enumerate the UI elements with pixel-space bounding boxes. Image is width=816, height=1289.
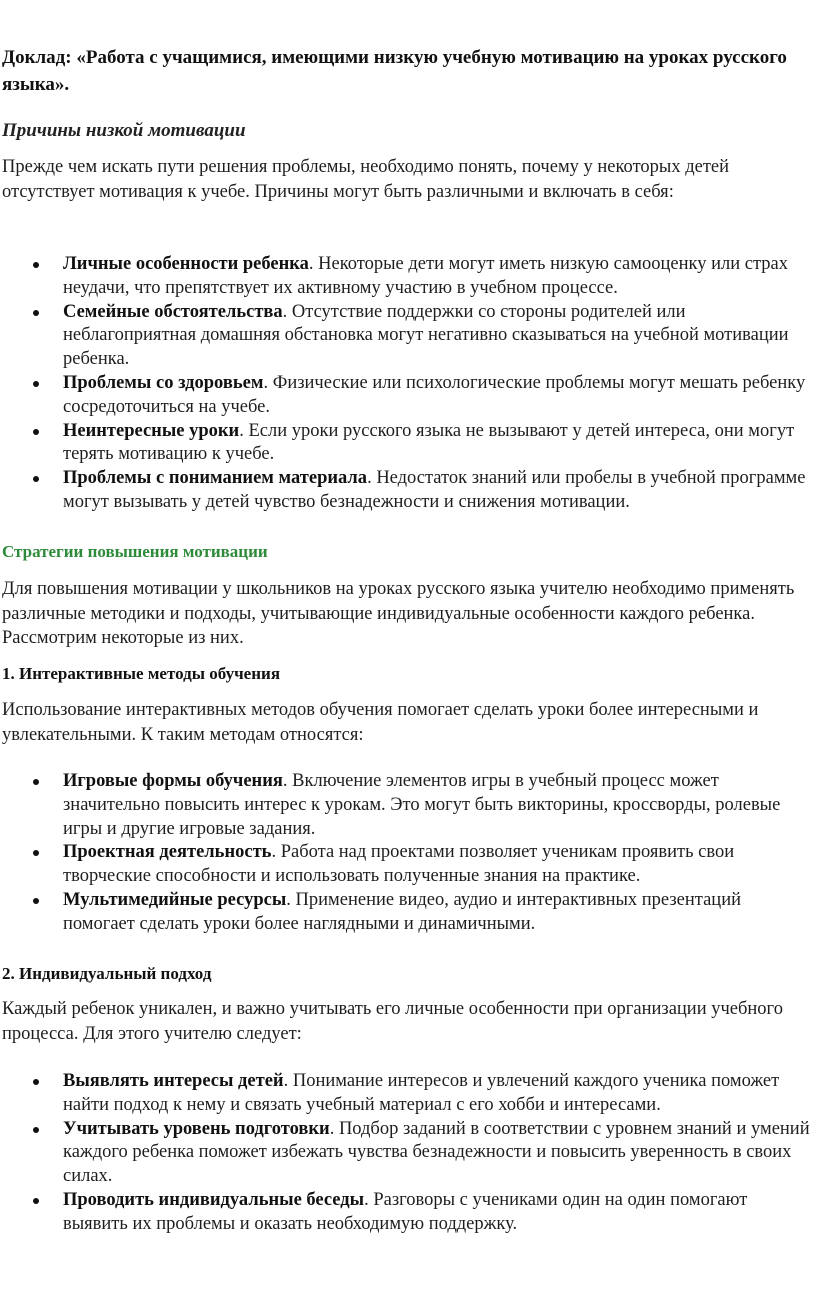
page-title: Доклад: «Работа с учащимися, имеющими низкую учебную мотивацию на уроках русского языка». xyxy=(2,47,787,95)
list-item: Личные особенности ребенка. Некоторые дети могут иметь низкую самооценку или страх неудачи, что препятствует их активному участию в учебном процессе. xyxy=(0,253,812,301)
bullet-icon xyxy=(33,779,39,785)
interactive-methods-list xyxy=(0,770,812,937)
bullet-icon xyxy=(33,476,39,482)
list-item: Игровые формы обучения. Включение элементов игры в учебный процесс может значительно повысить интерес к урокам. Это могут быть викторины, кроссворды, ролевые игры и другие игровые задания. xyxy=(0,770,812,841)
section-intro-causes: Прежде чем искать пути решения проблемы, необходимо понять, почему у некоторых детей отсутствует мотивация к учебе. Причины могут быть различными и включать в себя: xyxy=(2,157,730,202)
bullet-icon xyxy=(33,1198,39,1204)
list-item: Мультимедийные ресурсы. Применение видео, аудио и интерактивных презентаций помогает сделать уроки более наглядными и динамичными. xyxy=(0,889,812,937)
bullet-icon xyxy=(33,1127,39,1133)
section-intro-strategies: Для повышения мотивации у школьников на уроках русского языка учителю необходимо применять различные методики и подходы, учитывающие индивидуальные особенности каждого ребенка. Рассмотрим некоторые из них. xyxy=(2,579,795,648)
bullet-icon xyxy=(33,850,39,856)
section-heading-causes: Причины низкой мотивации xyxy=(2,120,246,141)
list-item: Проблемы со здоровьем. Физические или психологические проблемы могут мешать ребенку сосредоточиться на учебе. xyxy=(0,372,812,420)
bullet-icon xyxy=(33,310,39,316)
bullet-icon xyxy=(33,1079,39,1085)
bullet-icon xyxy=(33,262,39,268)
bullet-icon xyxy=(33,898,39,904)
list-item: Проводить индивидуальные беседы. Разговоры с учениками один на один помогают выявить их проблемы и оказать необходимую поддержку. xyxy=(0,1189,812,1237)
list-item: Выявлять интересы детей. Понимание интересов и увлечений каждого ученика поможет найти подход к нему и связать учебный материал с его хобби и интересами. xyxy=(0,1070,812,1118)
list-item: Проектная деятельность. Работа над проектами позволяет ученикам проявить свои творческие способности и использовать полученные знания на практике. xyxy=(0,841,812,889)
subsection-heading-interactive: 1. Интерактивные методы обучения xyxy=(2,664,281,683)
subsection-intro-interactive: Использование интерактивных методов обучения помогает сделать уроки более интересными и увлекательными. К таким методам относятся: xyxy=(2,700,759,745)
section-heading-strategies: Стратегии повышения мотивации xyxy=(2,542,268,561)
causes-list xyxy=(0,253,812,515)
subsection-heading-individual: 2. Индивидуальный подход xyxy=(2,964,212,983)
individual-approach-list xyxy=(0,1070,812,1237)
list-item: Проблемы с пониманием материала. Недостаток знаний или пробелы в учебной программе могут вызывать у детей чувство безнадежности и снижения мотивации. xyxy=(0,467,812,515)
bullet-icon xyxy=(33,429,39,435)
list-item: Неинтересные уроки. Если уроки русского языка не вызывают у детей интереса, они могут терять мотивацию к учебе. xyxy=(0,420,812,468)
list-item: Учитывать уровень подготовки. Подбор заданий в соответствии с уровнем знаний и умений каждого ребенка поможет избежать чувства безнадежности и повысить уверенность в своих силах. xyxy=(0,1118,812,1189)
bullet-icon xyxy=(33,381,39,387)
list-item: Семейные обстоятельства. Отсутствие поддержки со стороны родителей или неблагоприятная домашняя обстановка могут негативно сказываться на учебной мотивации ребенка. xyxy=(0,301,812,372)
subsection-intro-individual: Каждый ребенок уникален, и важно учитывать его личные особенности при организации учебного процесса. Для этого учителю следует: xyxy=(2,999,783,1044)
